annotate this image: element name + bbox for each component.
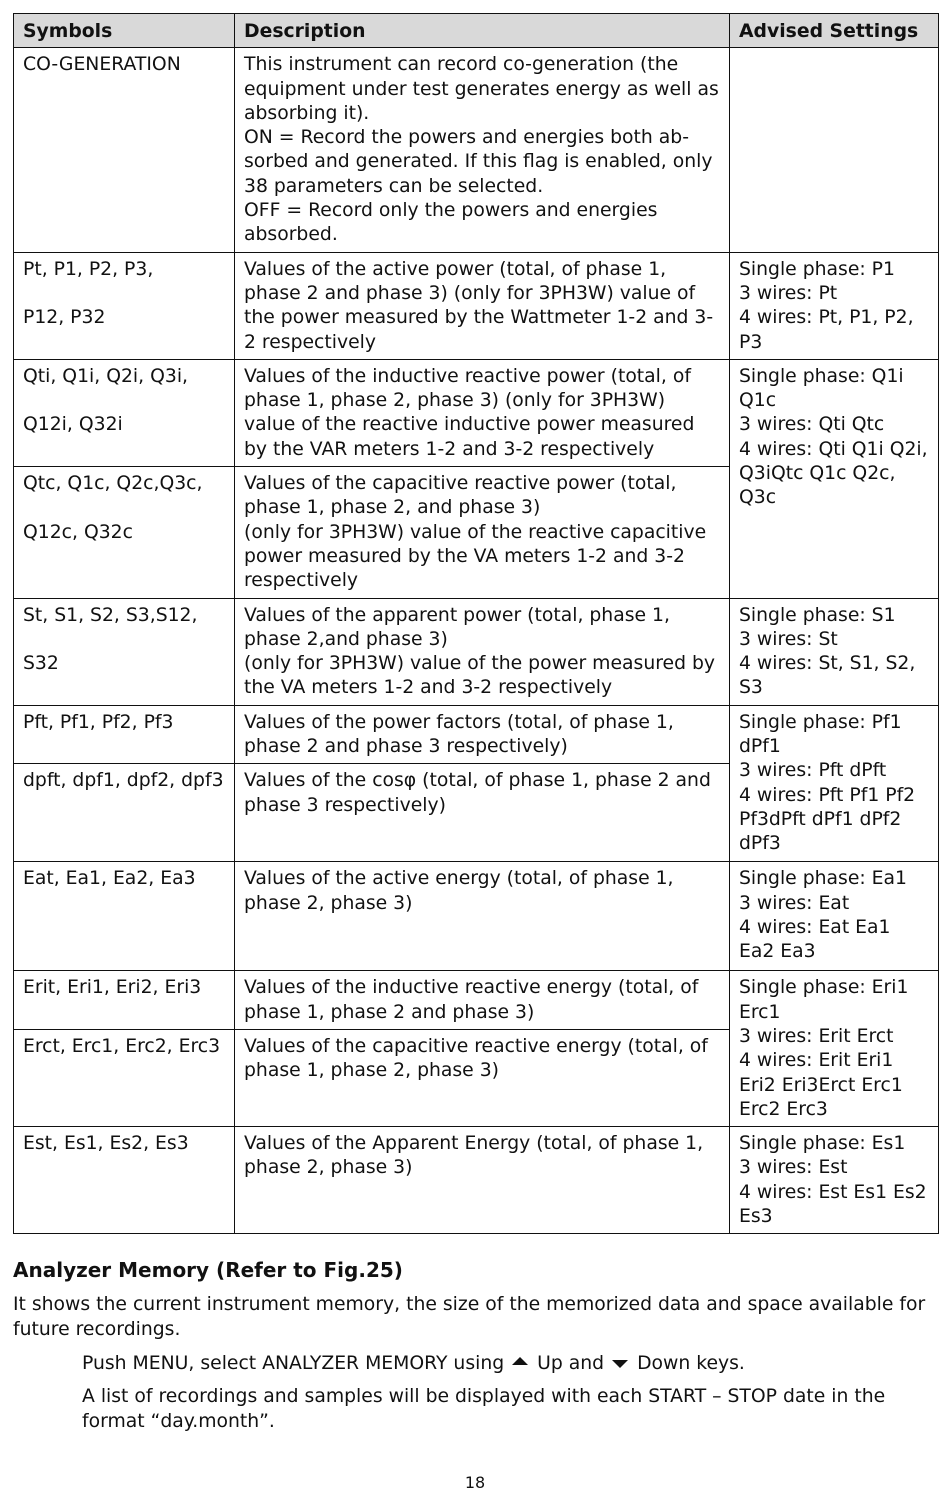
description-cell: Values of the power factors (total, of phase 1, phase 2 and phase 3 respectively) (235, 705, 730, 764)
down-arrow-icon (612, 1360, 628, 1368)
description-cell: Values of the active energy (total, of phase 1, phase 2, phase 3) (235, 862, 730, 971)
header-description: Description (235, 14, 730, 48)
table-row (14, 359, 939, 466)
settings-cell: Single phase: Ea1 3 wires: Eat 4 wires: Eat Ea1 Ea2 Ea3 (730, 862, 939, 971)
description-cell: Values of the inductive reactive energy (total, of phase 1, phase 2 and phase 3) (235, 971, 730, 1030)
symbols-cell: Qtc, Q1c, Q2c,Q3c, Q12c, Q32c (14, 467, 235, 598)
section-title: Analyzer Memory (Refer to Fig.25) (13, 1258, 403, 1282)
table-row (14, 862, 939, 971)
symbols-cell: Qti, Q1i, Q2i, Q3i, Q12i, Q32i (14, 359, 235, 466)
symbols-cell: CO-GENERATION (14, 48, 235, 252)
description-cell: Values of the Apparent Energy (total, of phase 1, phase 2, phase 3) (235, 1127, 730, 1234)
table-row (14, 1127, 939, 1234)
symbols-cell: dpft, dpf1, dpf2, dpf3 (14, 764, 235, 862)
table-row (14, 252, 939, 359)
header-symbols: Symbols (14, 14, 235, 48)
instruction-step-list: A list of recordings and samples will be displayed with each START – STOP date in the format “day.month”. (82, 1386, 886, 1432)
symbols-cell: St, S1, S2, S3,S12, S32 (14, 598, 235, 705)
description-cell: Values of the apparent power (total, phase 1, phase 2,and phase 3) (only for 3PH3W) value of the power measured by the VA meters 1-2 and 3-2 respectively (235, 598, 730, 705)
symbols-cell: Est, Es1, Es2, Es3 (14, 1127, 235, 1234)
table-row (14, 598, 939, 705)
description-cell: Values of the inductive reactive power (total, of phase 1, phase 2, phase 3) (only for 3PH3W) value of the reactive inductive power measured by the VAR meters 1-2 and 3-2 respectively (235, 359, 730, 466)
section-paragraph: It shows the current instrument memory, the size of the memorized data and space available for future recordings. (13, 1294, 926, 1340)
page-number: 18 (464, 1473, 486, 1492)
description-cell: Values of the capacitive reactive energy (total, of phase 1, phase 2, phase 3) (235, 1030, 730, 1127)
description-cell: Values of the capacitive reactive power (total, phase 1, phase 2, and phase 3) (only for 3PH3W) value of the reactive capacitive power measured by the VA meters 1-2 and 3-2 respectively (235, 467, 730, 598)
settings-cell (730, 48, 939, 252)
table-row (14, 48, 939, 252)
step-text-before: Push MENU, select ANALYZER MEMORY using (82, 1353, 505, 1374)
symbols-cell: Pft, Pf1, Pf2, Pf3 (14, 705, 235, 764)
description-cell: Values of the cosφ (total, of phase 1, phase 2 and phase 3 respectively) (235, 764, 730, 862)
step-text-after: Down keys. (637, 1353, 745, 1374)
table-row (14, 705, 939, 764)
symbols-cell: Erit, Eri1, Eri2, Eri3 (14, 971, 235, 1030)
settings-cell: Single phase: Eri1 Erc1 3 wires: Erit Erct 4 wires: Erit Eri1 Eri2 Eri3Erct Erc1 Erc2 Erc3 (730, 971, 939, 1127)
table-header-row (14, 14, 939, 48)
description-cell: Values of the active power (total, of phase 1, phase 2 and phase 3) (only for 3PH3W) value of the power measured by the Wattmeter 1-2 and 3-2 respectively (235, 252, 730, 359)
symbols-cell: Eat, Ea1, Ea2, Ea3 (14, 862, 235, 971)
settings-cell: Single phase: Es1 3 wires: Est 4 wires: Est Es1 Es2 Es3 (730, 1127, 939, 1234)
step-text-middle: Up and (537, 1353, 605, 1374)
symbols-table (13, 13, 939, 1234)
up-arrow-icon (512, 1357, 528, 1365)
settings-cell: Single phase: Pf1 dPf1 3 wires: Pft dPft 4 wires: Pft Pf1 Pf2 Pf3dPft dPf1 dPf2 dPf3 (730, 705, 939, 862)
description-cell: This instrument can record co-generation (the equipment under test generates energy as well as absorbing it). ON = Record the powers and energies both ab-sorbed and generated. If this flag is enabled, only 38 parameters can be selected. OFF = Record only the powers and energies absorbed. (235, 48, 730, 252)
symbols-cell: Erct, Erc1, Erc2, Erc3 (14, 1030, 235, 1127)
settings-cell: Single phase: P1 3 wires: Pt 4 wires: Pt, P1, P2, P3 (730, 252, 939, 359)
settings-cell: Single phase: S1 3 wires: St 4 wires: St, S1, S2, S3 (730, 598, 939, 705)
header-advised-settings: Advised Settings (730, 14, 939, 48)
table-row (14, 971, 939, 1030)
symbols-cell: Pt, P1, P2, P3, P12, P32 (14, 252, 235, 359)
instruction-step-menu (82, 1351, 932, 1376)
settings-cell: Single phase: Q1i Q1c 3 wires: Qti Qtc 4 wires: Qti Q1i Q2i, Q3iQtc Q1c Q2c, Q3c (730, 359, 939, 598)
